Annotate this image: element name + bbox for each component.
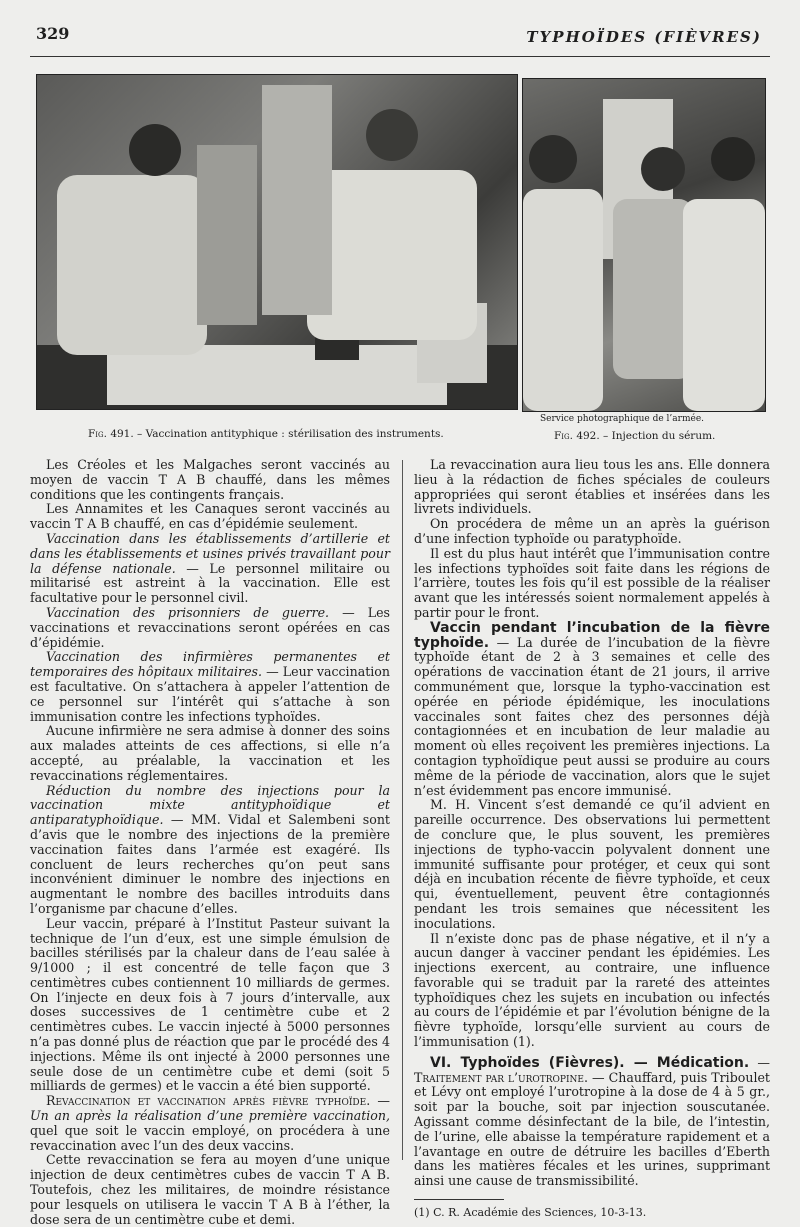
paragraph-text: quel que soit le vaccin employé, on procédera à une revaccination avec l’un des deux vaccins. [30,1122,390,1153]
paragraph-title: Réduction du nombre des injections pour la vaccination mixte antityphoïdique et antiparatyphoïdique. [30,782,390,828]
figure-491-illustration [37,75,517,409]
paragraph: Il est du plus haut intérêt que l’immunisation contre les infections typhoïdes soit faite dans les régions de l’arrière, toutes les fois qu’il est possible de la réaliser avant que les intéressés soient normalement appelés à partir pour le front. [414,545,770,620]
footnote: (1) C. R. Académie des Sciences, 10-3-13. [414,1206,647,1220]
figure-492-label: Fig. 492. [554,430,600,442]
section-heading: Vaccin pendant l’incubation de la fièvre typhoïde. [414,619,770,651]
paragraph [30,532,390,606]
figure-491-text: – Vaccination antityphique : stérilisation des instruments. [133,428,444,440]
paragraph-text: — Les vaccinations et revaccinations seront opérées en cas d’épidémie. [30,604,390,650]
paragraph-text: — La durée de l’incubation de la fièvre typhoïde étant de 2 à 3 semaines et celle des opérations de vaccination étant de 21 jours, il arrive communément que, lorsque la typho-vaccination est opérée en période épidémique, les inoculations vaccinales sont faites chez des personnes déjà contagionnées et en incubation de leur maladie au moment où elles reçoivent les premières injections. La contagion typhoïdique peut aussi se produire au cours même de la période de vaccination, alors que le sujet n’est évidemment pas encore immunisé. [414,634,770,798]
paragraph [414,1056,770,1189]
section-heading: VI. Typhoïdes (Fièvres). — Médication. [430,1054,750,1071]
paragraph [414,621,770,799]
left-column [30,458,390,1227]
paragraph-text: — MM. Vidal et Salembeni sont d’avis que le nombre des injections de la première vaccination faites dans l’armée est exagéré. Ils concluent de leurs recherches qu’on peut sans inconvénient diminuer le nombre des injections en augmentant le nombre des bacilles introduits dans l’organisme par chacune d’elles. [30,812,390,916]
paragraph: La revaccination aura lieu tous les ans. Elle donnera lieu à la rédaction de fiches spéciales de couleurs appropriées qui seront établies et insérées dans les livrets individuels. [414,457,770,517]
paragraph-text: — Chauffard, puis Triboulet et Lévy ont employé l’urotropine à la dose de 4 à 5 gr., soit par la bouche, soit par injection souscutanée. Agissant comme désinfectant de la bile, de l’intestin, de l’urine, elle abaisse la température rapidement et a l’avantage en outre de détruire les bacilles d’Eberth dans les matières fécales et les urines, supprimant ainsi une cause de transmissibilité. [414,1069,770,1189]
figure-492-text: – Injection du sérum. [599,430,716,442]
running-head: TYPHOÏDES (FIÈVRES) [526,28,762,46]
figure-492-photo [522,78,766,412]
paragraph [30,784,390,917]
header [30,22,770,52]
header-rule [30,56,770,57]
paragraph: Leur vaccin, préparé à l’Institut Pasteur suivant la technique de l’un d’eux, est une simple émulsion de bacilles stérilisés par la chaleur dans de l’eau salée à 9/1000 ; il est concentré de telle façon que 3 centimètres cubes contiennent 10 milliards de germes. On l’injecte en deux fois à 7 jours d’intervalle, aux doses successives de 1 centimètre cube et 2 centimètres cubes. Le vaccin injecté à 5000 personnes n’a pas donné plus de réaction que par le procédé des 4 injections. Même ils ont injecté à 2000 personnes une seule dose de un centimètre cube et demi (soit 5 milliards de germes) et le vaccin a été bien supporté. [30,915,390,1094]
figure-492-caption [554,430,715,442]
photo-credit: Service photographique de l’armée. [540,414,705,424]
right-column [414,458,770,1221]
paragraph-italic: — Un an après la réalisation d’une première vaccination, [30,1093,390,1124]
figure-491-photo [36,74,518,410]
paragraph-text: — Leur vaccination est facultative. On s’attachera à appeler l’attention de ce personnel sur l’intérêt qui s’attache à son immunisation contre les infections typhoïdes. [30,664,390,724]
page-number: 329 [36,24,70,43]
paragraph-title: Revaccination et vaccination après fièvre typhoïde. [46,1093,371,1109]
figure-492-illustration [523,79,765,411]
column-divider [402,460,403,1160]
paragraph [30,1094,390,1153]
paragraph-title: Vaccination dans les établissements d’artillerie et dans les établissements et usines privés travaillant pour la défense nationale. [30,530,390,576]
paragraph [30,650,390,724]
paragraph: Aucune infirmière ne sera admise à donner des soins aux malades atteints de ces affections, si elle n’a accepté, au préalable, la vaccination et les revaccinations réglementaires. [30,723,390,783]
paragraph-title: Vaccination des infirmières permanentes et temporaires des hôpitaux militaires. [30,649,390,680]
footnote-rule [414,1199,504,1200]
paragraph-text: — Le personnel militaire ou militarisé est astreint à la vaccination. Elle est facultative pour le personnel civil. [30,560,391,606]
paragraph: Il n’existe donc pas de phase négative, et il n’y a aucun danger à vacciner pendant les épidémies. Les injections exercent, au contraire, une influence favorable qui se traduit par la rareté des atteintes typhoïdiques chez les sujets en incubation ou infectés au cours de l’épidémie et par l’évolution bénigne de la fièvre typhoïde, lorsqu’elle survient au cours de l’immunisation (1). [414,930,770,1050]
paragraph: M. H. Vincent s’est demandé ce qu’il advient en pareille occurrence. Des observations lui permettent de conclure que, le plus souvent, les premières injections de typho-vaccin polyvalent donnent une immunité suffisante pour protéger, et ceux qui sont déjà en incubation récente de fièvre typhoïde, et ceux qui, éventuellement, peuvent être contagionnés pendant les trois semaines que nécessitent les inoculations. [414,797,770,931]
paragraph: Cette revaccination se fera au moyen d’une unique injection de deux centimètres cubes de vaccin T A B. Toutefois, chez les militaires, de moindre résistance pour lesquels on utilisera le vaccin T A B à l’éther, la dose sera de un centimètre cube et demi. [30,1152,390,1227]
paragraph: Les Créoles et les Malgaches seront vaccinés au moyen de vaccin T A B chauffé, dans les mêmes conditions que les contingents français. [30,457,390,502]
figure-491-label: Fig. 491. [88,428,134,440]
figure-491-caption [88,428,444,440]
paragraph: Les Annamites et les Canaques seront vaccinés au vaccin T A B chauffé, en cas d’épidémie seulement. [30,501,390,532]
paragraph [30,606,390,650]
paragraph: On procédera de même un an après la guérison d’une infection typhoïde ou paratyphoïde. [414,516,770,546]
paragraph-subtitle: — Traitement par l’urotropine. [414,1054,770,1085]
paragraph-title: Vaccination des prisonniers de guerre. [46,604,330,620]
